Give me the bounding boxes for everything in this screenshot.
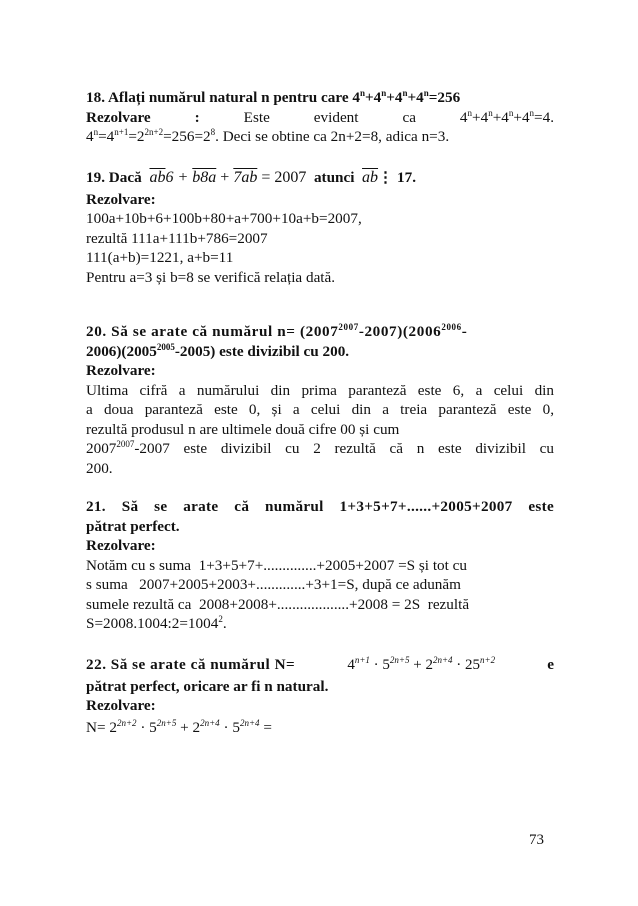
p22-title-end: e [547, 655, 554, 673]
problem-20-title-line2 [86, 342, 554, 362]
p19-title-text: 19. Dacă [86, 168, 142, 186]
problem-20-title-line1 [86, 322, 554, 342]
page-number: 73 [529, 832, 544, 848]
p22-title-text: 22. Să se arate că numărul N= [86, 655, 296, 673]
dot: · [140, 718, 146, 736]
word-ca: ca [402, 108, 416, 126]
spacer [86, 478, 554, 497]
problem-21-line1: Notăm cu s suma 1+3+5+7+..............+2005+2007 =S și tot cu [86, 556, 467, 574]
base-2: 2 [425, 656, 433, 673]
problem-21-line3: sumele rezultă ca 2008+2008+...................+2008 = 2S rezultă [86, 595, 470, 613]
problem-18-solution-line2 [86, 127, 554, 147]
problem-19-solution-label: Rezolvare: [86, 190, 156, 208]
problem-20-line4 [86, 439, 554, 459]
eq-part: 6 + [165, 168, 189, 186]
problem-22-solution-label: Rezolvare: [86, 697, 156, 714]
p20-title-part1 [86, 322, 467, 342]
problem-19-line2: rezultă 111a+111b+786=2007 [86, 229, 268, 247]
problem-20-line5: 200. [86, 459, 113, 477]
base-4: 4 [347, 656, 355, 673]
base-5: 5 [382, 656, 390, 673]
p21-text: S=2008.1004:2=1004 [86, 615, 219, 632]
plus-four: +4 [407, 89, 424, 106]
overline-ab: $\overline{ab}$ [362, 168, 379, 186]
overline-b8a: b8a [192, 168, 217, 186]
plus-four: +4 [364, 89, 382, 106]
sup-n: n [529, 107, 535, 118]
exp-n1: n+1 [354, 654, 370, 665]
eq-4: =4 [98, 128, 115, 145]
sup-n: n [488, 107, 493, 118]
sup-2005: 2005 [156, 341, 175, 352]
problem-22-title-line2: pătrat perfect, oricare ar fi n natural. [86, 677, 329, 695]
sup-n: n [402, 88, 408, 98]
sup-2006: 2006 [441, 322, 462, 332]
word-evident: evident [313, 108, 359, 126]
sup-n: n [508, 107, 514, 118]
problem-22-title-line1 [86, 653, 554, 677]
solution-label: Rezolvare [86, 108, 151, 126]
eq-2: =2 [128, 128, 145, 145]
sup-2: 2 [218, 614, 223, 624]
p20-base: 2007 [86, 440, 117, 457]
problem-20-line3: rezultă produsul n are ultimele două cifre 00 și cum [86, 420, 400, 438]
dot: · [223, 718, 229, 736]
sup-n: n [467, 107, 473, 118]
sup-n: n [93, 127, 99, 137]
problem-21-solution-label: Rezolvare: [86, 537, 156, 554]
sup-n: n [359, 88, 365, 98]
p18-title-text: 18. Aflați numărul natural n pentru care 4 [86, 89, 360, 106]
exp-2n5: 2n+5 [156, 717, 177, 728]
sum-expression: $4^n+4^n+4^n+4^n=4$. [459, 107, 554, 126]
p20-text: - [461, 323, 468, 340]
p20-text: 2006)(2005 [86, 342, 157, 360]
p20-text: -2007)(2006 [358, 323, 442, 340]
sup-n: n [423, 88, 429, 98]
expr-end: =4. [534, 108, 554, 126]
p20-text: 20. Să se arate că numărul n= (2007 [86, 323, 339, 340]
plus: + [180, 718, 189, 736]
sup-2007: 2007 [338, 322, 359, 332]
problem-19-line4: Pentru a=3 și b=8 se verifică relația dată. [86, 268, 336, 286]
base-5: 5 [232, 718, 240, 736]
eq-part: + [220, 168, 230, 186]
exp-2n2: 2n+2 [116, 717, 137, 728]
problem-18-solution-line1 [86, 108, 554, 128]
problem-20-line2: a doua paranteză este 0, și a celui din a treia paranteză este 0, [86, 401, 554, 418]
spacer [86, 287, 554, 322]
eq-256: =256=2 [163, 128, 211, 145]
p18-title-end: =256 [428, 89, 461, 106]
exp-2n5: 2n+5 [389, 654, 410, 665]
divisibility-17: ⋮ 17. [378, 168, 417, 186]
plus-four: +4 [386, 89, 403, 106]
problem-19-line1: 100a+10b+6+100b+80+a+700+10a+b=2007, [86, 210, 362, 227]
conclusion-text: . Deci se obtine ca 2n+2=8, adica n=3. [215, 128, 450, 145]
problem-22-line1 [86, 716, 554, 740]
spacer [86, 634, 554, 653]
dot: · [456, 656, 462, 673]
base-4: 4 [480, 108, 489, 126]
base-25: 25 [465, 656, 481, 673]
base-4: 4 [521, 108, 530, 126]
problem-21-line4 [86, 614, 554, 634]
base-5: 5 [149, 718, 157, 736]
overline-ab: $\overline{ab}$ [149, 168, 166, 186]
word-este: Este [243, 108, 270, 126]
problem-21-line2: s suma 2007+2005+2003+.............+3+1=S, după ce adunăm [86, 576, 461, 593]
exp-2n4: 2n+4 [239, 717, 260, 728]
base-4: 4 [459, 108, 468, 126]
base-4: 4 [501, 108, 509, 126]
sup-8: 8 [210, 127, 216, 137]
problem-21-title-line2: pătrat perfect. [86, 517, 180, 535]
base-2: 2 [109, 718, 117, 736]
exp-2n4: 2n+4 [432, 654, 453, 665]
p19-equation [145, 169, 306, 186]
dot: · [373, 656, 379, 673]
problem-19-line3: 111(a+b)=1221, a+b=11 [86, 249, 234, 266]
exp-2n4: 2n+4 [200, 717, 220, 728]
sup-n: n [381, 88, 387, 98]
sup-n1: n+1 [114, 127, 129, 137]
problem-18-title [86, 88, 554, 108]
plus: + [413, 656, 422, 673]
eq-part: = 2007 [261, 168, 307, 186]
problem-20-line1: Ultima cifră a numărului din prima paranteză este 6, a celui din [86, 381, 554, 399]
exp-n2: n+2 [480, 654, 496, 665]
spacer [86, 147, 554, 166]
equals: = [263, 718, 272, 736]
p20-text: -2007 este divizibil cu 2 rezultă că n este divizibil cu [134, 440, 554, 457]
sup-2n2: 2n+2 [144, 127, 164, 137]
overline-7ab: 7ab [233, 168, 258, 186]
p21-text: . [222, 615, 227, 632]
solution-colon: : [194, 108, 200, 126]
problem-21-title-line1: 21. Să se arate că numărul 1+3+5+7+......+2005+2007 este [86, 498, 554, 515]
sup-2007: 2007 [116, 439, 135, 449]
base-4: 4 [86, 128, 94, 145]
base-2: 2 [192, 718, 201, 736]
document-body [86, 88, 554, 740]
n-label: N= [86, 718, 106, 736]
word-atunci: atunci [313, 168, 355, 186]
problem-20-solution-label: Rezolvare: [86, 362, 156, 379]
problem-19-title [86, 166, 554, 190]
p20-text: -2005) este divizibil cu 200. [174, 342, 350, 360]
p22-expression [347, 653, 495, 677]
